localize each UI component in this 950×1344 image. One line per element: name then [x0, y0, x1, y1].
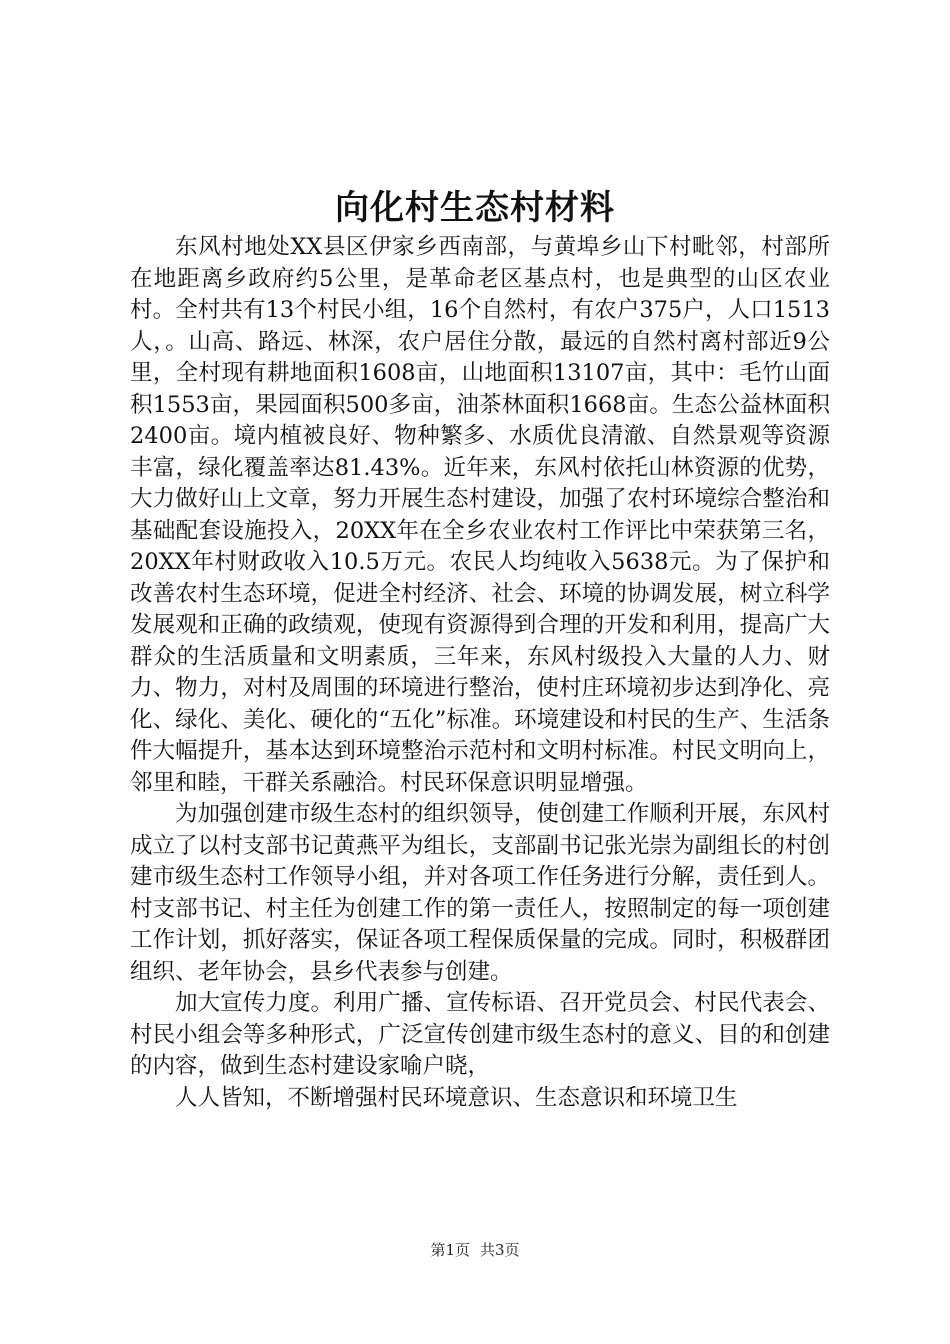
document-title: 向化村生态村材料	[335, 188, 615, 228]
paragraph-publicity: 加大宣传力度。利用广播、宣传标语、召开党员会、村民代表会、村民小组会等多种形式，广泛宣传创建市级生态村的意义、目的和创建的内容，做到生态村建设家喻户晓，	[130, 990, 830, 1079]
document-body	[130, 232, 830, 1114]
paragraph-awareness: 人人皆知，不断增强村民环境意识、生态意识和环境卫生	[175, 1084, 738, 1111]
page-number: 第1页	[430, 1241, 470, 1259]
page-footer	[0, 1240, 950, 1260]
page-total: 共3页	[480, 1241, 520, 1259]
paragraph-intro: 东风村地处XX县区伊家乡西南部，与黄埠乡山下村毗邻，村部所在地距离乡政府约5公里，是革命老区基点村，也是典型的山区农业村。全村共有13个村民小组，16个自然村，有农户375户，人口1513人，。山高、路远、林深，农户居住分散，最远的自然村离村部近9公里，全村现有耕地面积1608亩，山地面积13107亩，其中：毛竹山面积1553亩，果园面积500多亩，油茶林面积1668亩。生态公益林面积2400亩。境内植被良好、物种繁多、水质优良清澈、自然景观等资源丰富，绿化覆盖率达81.43%。近年来，东风村依托山林资源的优势，大力做好山上文章，努力开展生态村建设，加强了农村环境综合整治和基础配套设施投入，20XX年在全乡农业农村工作评比中荣获第三名，20XX年村财政收入10.5万元。农民人均纯收入5638元。为了保护和改善农村生态环境，促进全村经济、社会、环境的协调发展，树立科学发展观和正确的政绩观，使现有资源得到合理的开发和利用，提高广大群众的生活质量和文明素质，三年来，东风村级投入大量的人力、财力、物力，对村及周围的环境进行整治，使村庄环境初步达到净化、亮化、绿化、美化、硬化的“五化”标准。环境建设和村民的生产、生活条件大幅提升，基本达到环境整治示范村和文明村标准。村民文明向上，邻里和睦，干群关系融洽。村民环保意识明显增强。	[130, 234, 830, 796]
paragraph-organization: 为加强创建市级生态村的组织领导，使创建工作顺利开展，东风村成立了以村支部书记黄燕平为组长，支部副书记张光崇为副组长的村创建市级生态村工作领导小组，并对各项工作任务进行分解，责任到人。村支部书记、村主任为创建工作的第一责任人，按照制定的每一项创建工作计划，抓好落实，保证各项工程保质保量的完成。同时，积极群团组织、老年协会，县乡代表参与创建。	[130, 801, 830, 985]
